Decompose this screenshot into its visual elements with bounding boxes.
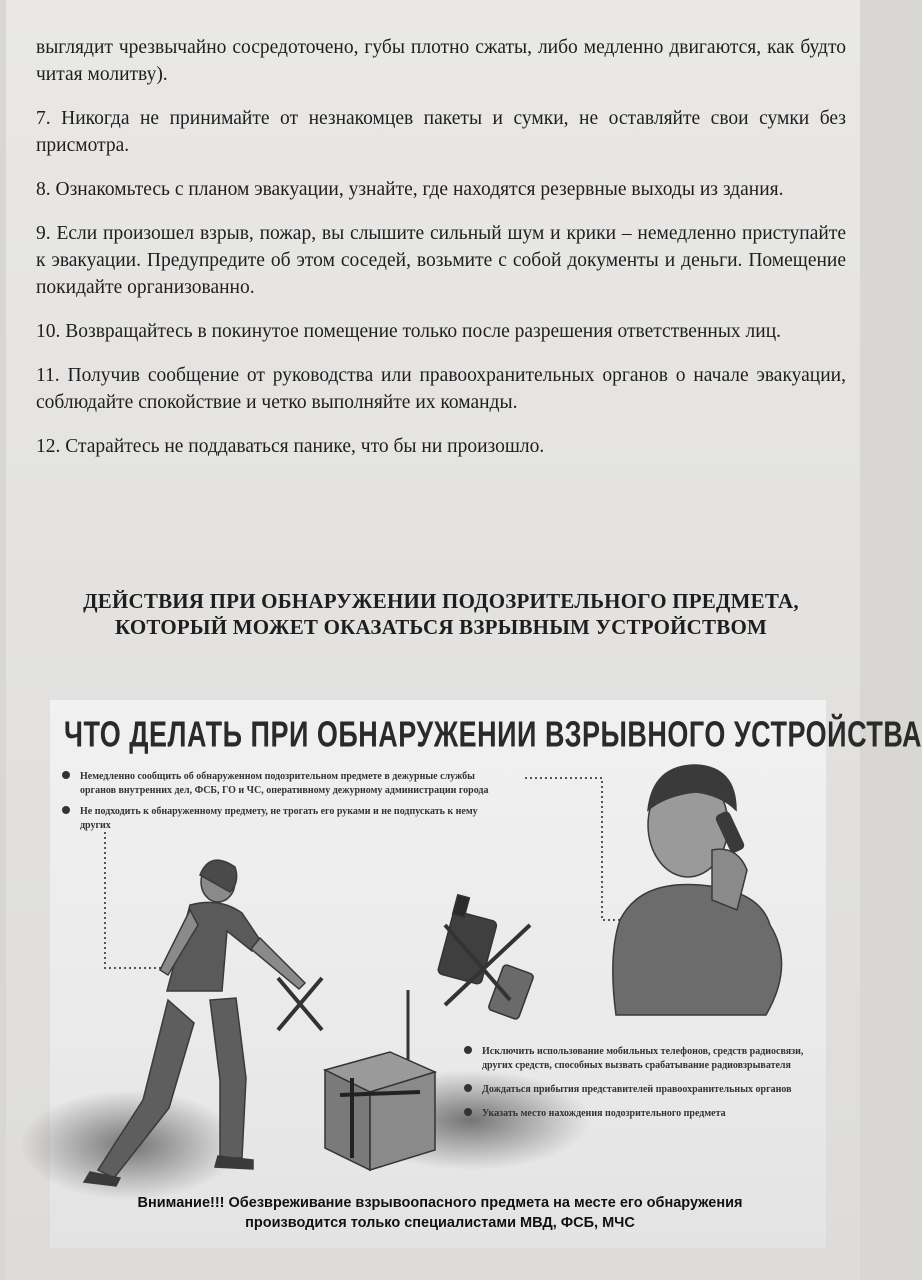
man-on-phone <box>613 765 782 1015</box>
bullet-dot-icon <box>464 1108 472 1116</box>
poster-bullet <box>462 1083 822 1097</box>
section-heading-line: ДЕЙСТВИЯ ПРИ ОБНАРУЖЕНИИ ПОДОЗРИТЕЛЬНОГО ПРЕДМЕТА, <box>83 589 799 613</box>
suspicious-box <box>325 990 435 1170</box>
poster-top-instructions <box>60 770 490 840</box>
crossed-devices <box>437 895 534 1020</box>
bullet-dot-icon <box>62 806 70 814</box>
poster-right-instructions <box>462 1045 822 1131</box>
bullet-dot-icon <box>464 1084 472 1092</box>
section-heading-line: КОТОРЫЙ МОЖЕТ ОКАЗАТЬСЯ ВЗРЫВНЫМ УСТРОЙСТВОМ <box>114 615 768 639</box>
paragraph: 9. Если произошел взрыв, пожар, вы слышите сильный шум и крики – немедленно приступайте к эвакуации. Предупредите об этом соседей, возьмите с собой документы и деньги. Помещение покидайте организованно. <box>36 223 846 298</box>
paragraph: 8. Ознакомьтесь с планом эвакуации, узнайте, где находятся резервные выходы из здания. <box>36 179 784 200</box>
dotted-connector <box>525 778 622 920</box>
poster-bullet <box>462 1107 822 1121</box>
paragraph: 11. Получив сообщение от руководства или правоохранительных органов о начале эвакуации, соблюдайте спокойствие и четко выполняйте их команды. <box>36 365 846 413</box>
instructions-text <box>36 34 846 477</box>
paragraph: 10. Возвращайтесь в покинутое помещение только после разрешения ответственных лиц. <box>36 321 782 342</box>
poster-bullet-text: Исключить использование мобильных телефонов, средств радиосвязи, других средств, способных вызвать срабатывание радиовзрывателя <box>482 1046 804 1071</box>
warning-line: производится только специалистами МВД, ФСБ, МЧС <box>245 1215 635 1231</box>
poster-bullet <box>462 1045 822 1073</box>
paragraph: 12. Старайтесь не поддаваться панике, что бы ни произошло. <box>36 436 545 457</box>
poster-bullet-text: Немедленно сообщить об обнаруженном подозрительном предмете в дежурные службы органов внутренних дел, ФСБ, ГО и ЧС, оперативному дежурному администрации города <box>80 771 489 796</box>
paragraph: 7. Никогда не принимайте от незнакомцев пакеты и сумки, не оставляйте свои сумки без присмотра. <box>36 108 846 156</box>
dotted-connector <box>105 832 180 968</box>
section-heading <box>36 588 846 640</box>
poster-title: ЧТО ДЕЛАТЬ ПРИ ОБНАРУЖЕНИИ ВЗРЫВНОГО УСТРОЙСТВА <box>64 714 922 755</box>
paragraph: выглядит чрезвычайно сосредоточено, губы плотно сжаты, либо медленно двигаются, как будто читая молитву). <box>36 37 846 85</box>
poster-bullet <box>60 805 490 833</box>
warning-line: Внимание!!! Обезвреживание взрывоопасного предмета на месте его обнаружения <box>137 1195 743 1211</box>
poster-warning <box>70 1193 810 1233</box>
safety-poster <box>50 700 922 1248</box>
poster-bullet-text: Не подходить к обнаруженному предмету, не трогать его руками и не подпускать к нему других <box>80 806 478 831</box>
poster-bullet-text: Дождаться прибытия представителей правоохранительных органов <box>482 1084 792 1095</box>
bullet-dot-icon <box>464 1046 472 1054</box>
bullet-dot-icon <box>62 771 70 779</box>
poster-bullet <box>60 770 490 798</box>
poster-bullet-text: Указать место нахождения подозрительного предмета <box>482 1108 726 1119</box>
